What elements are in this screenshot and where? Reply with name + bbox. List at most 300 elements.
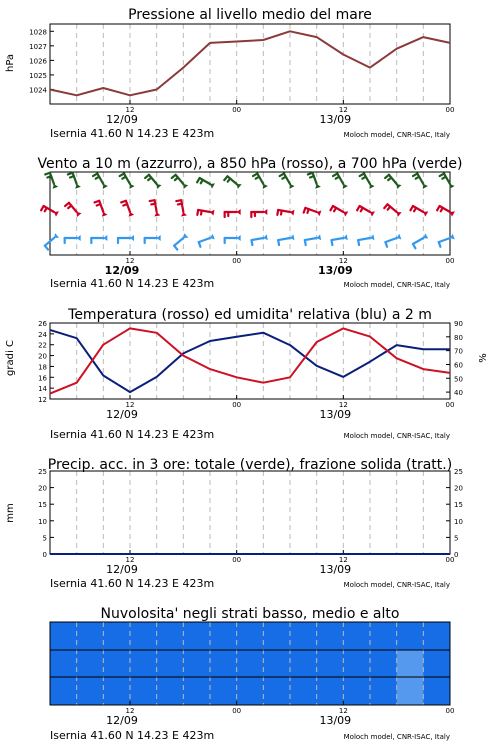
wind-barb-head: [130, 235, 134, 241]
x-tick-label: 00: [232, 556, 242, 564]
cloud-cell: [183, 677, 210, 705]
wind-barb: [121, 201, 134, 217]
wind-barb: [145, 175, 161, 189]
x-tick-label: 12: [338, 401, 348, 409]
wind-barb-feather: [145, 175, 149, 178]
wind-barb: [360, 174, 375, 189]
wind-barb-shaft: [278, 238, 290, 240]
wind-barb-feather: [174, 246, 177, 250]
cloud-cell: [77, 622, 104, 650]
y-tick-label: 25: [454, 468, 463, 476]
wind-barb-feather: [172, 175, 176, 178]
wind-barb-shaft: [364, 174, 370, 184]
wind-barb-feather: [151, 204, 155, 205]
footer-location: Isernia 41.60 N 14.23 E 423m: [50, 729, 215, 742]
y-tick-label: 22: [38, 341, 47, 350]
wind-barb: [385, 175, 401, 189]
y-tick-label: 20: [454, 484, 463, 493]
wind-barb: [45, 233, 59, 249]
y-tick-label: 16: [38, 374, 47, 383]
pressure-frame: [50, 24, 450, 104]
wind-barb-head: [290, 234, 294, 240]
rh-ylabel: %: [478, 353, 489, 363]
precip-footer: [50, 577, 450, 590]
wind-barb-feather: [308, 173, 313, 175]
cloud-cell: [370, 677, 397, 705]
x-tick-label: 12: [125, 401, 135, 409]
wind-barb-shaft: [284, 174, 290, 184]
wind-barb-feather: [197, 210, 198, 215]
wind-barb: [358, 234, 374, 245]
wind-barb-head: [263, 234, 267, 240]
cloud-cell: [290, 650, 317, 677]
wind-barb-head: [423, 233, 428, 238]
wind-barb-feather: [150, 200, 155, 201]
wind-barb: [176, 200, 187, 216]
wind-barb: [440, 174, 455, 189]
x-tick-label: 12: [338, 257, 348, 265]
cloud-cell: [397, 622, 424, 650]
y-tick-label: 90: [454, 320, 463, 328]
cloud-cell: [157, 650, 184, 677]
cloud-cell: [370, 622, 397, 650]
pressure-line: [50, 31, 450, 95]
wind-barb-shaft: [358, 238, 370, 240]
x-tick-label: 12: [125, 556, 135, 564]
wind-barb: [91, 235, 107, 243]
wind-barb-feather: [388, 178, 391, 181]
x-date-label: 13/09: [319, 113, 352, 126]
wind-barb: [95, 201, 108, 217]
wind-barb-feather: [440, 174, 444, 177]
x-tick-label: 12: [338, 707, 348, 715]
y-tick-label: 1027: [29, 42, 47, 51]
pressure-series: [50, 31, 450, 95]
y-tick-label: 15: [38, 501, 47, 510]
wind-barb-shaft: [278, 210, 290, 212]
y-tick-label: 50: [454, 375, 463, 384]
wind-barb-feather: [178, 204, 182, 205]
wind-barb-feather: [410, 206, 413, 210]
y-tick-label: 25: [38, 468, 47, 476]
wind-barb-head: [129, 184, 134, 189]
x-tick-label: 12: [338, 556, 348, 564]
cloud-cell: [343, 622, 370, 650]
wind-barb-feather: [280, 174, 284, 177]
wind-barb-feather: [330, 206, 333, 210]
precip-title: Precip. acc. in 3 ore: totale (verde), frazione solida (tratt.): [47, 457, 453, 473]
cloud-cell: [343, 677, 370, 705]
wind-barb-feather: [93, 174, 97, 177]
wind-barb: [308, 173, 321, 189]
cloud-cell: [237, 677, 264, 705]
wind-barb-feather: [336, 177, 339, 179]
wind-barb-feather: [357, 206, 360, 210]
y-tick-label: 1028: [29, 28, 47, 37]
cloud-cell: [290, 622, 317, 650]
wind-barb-head: [181, 212, 187, 216]
cloud-cell: [263, 677, 290, 705]
cloud-cell: [103, 622, 130, 650]
y-tick-label: 1026: [29, 57, 47, 66]
wind-barb-feather: [441, 208, 443, 211]
cloud-panel: [50, 606, 454, 742]
wind-barb-feather: [333, 174, 337, 177]
wind-barb-head: [210, 210, 214, 216]
wind-barb-shaft: [50, 173, 54, 184]
wind-barb-head: [263, 209, 267, 215]
wind-barb-feather: [201, 211, 202, 215]
wind-barb-feather: [307, 209, 308, 213]
x-date-label: 13/09: [319, 714, 352, 727]
wind-barb-feather: [304, 208, 306, 213]
temp-rh-title: Temperatura (rosso) ed umidita' relativa (blu) a 2 m: [68, 307, 432, 323]
wind-barb-head: [343, 211, 348, 216]
wind-barb: [413, 174, 428, 189]
wind-barb: [251, 209, 267, 217]
wind-barb-head: [317, 234, 321, 240]
cloud-cell: [317, 677, 344, 705]
x-tick-label: 00: [232, 707, 242, 715]
cloud-cell: [343, 650, 370, 677]
precip-frame: [50, 471, 450, 554]
y-tick-label: 0: [42, 551, 47, 559]
cloud-footer: [50, 729, 450, 742]
wind-barb-feather: [201, 180, 203, 183]
cloud-cell: [263, 622, 290, 650]
wind-barb-head: [423, 211, 428, 216]
footer-credit: Moloch model, CNR-ISAC, Italy: [343, 733, 450, 741]
wind-barb-shaft: [174, 238, 183, 246]
wind-barb: [65, 235, 81, 243]
wind-barb-shaft: [257, 174, 263, 184]
wind-barb: [225, 209, 241, 217]
wind-barb-feather: [334, 208, 336, 211]
x-tick-label: 00: [232, 401, 242, 409]
wind-barb: [197, 210, 214, 216]
wind-barb-head: [54, 233, 59, 238]
wind-barb: [120, 174, 135, 189]
wind-barb: [172, 175, 188, 189]
temp-rh-footer: [50, 428, 450, 441]
wind-barb-head: [397, 212, 402, 217]
x-tick-label: 00: [445, 556, 455, 564]
y-tick-label: 20: [38, 484, 47, 493]
temperature-line: [50, 328, 450, 393]
wind-barb-shaft: [337, 174, 343, 184]
wind-barb-feather: [413, 244, 416, 248]
cloud-cell: [50, 677, 77, 705]
y-tick-label: 1025: [29, 71, 47, 80]
wind-barb: [45, 173, 58, 189]
wind-barb-head: [423, 184, 428, 189]
cloud-cell: [157, 622, 184, 650]
wind-barbs: [41, 173, 455, 250]
wind-barb: [174, 233, 188, 249]
cloud-cell: [263, 650, 290, 677]
wind-barb-head: [343, 234, 347, 240]
temp-rh-series: [50, 328, 450, 393]
wind-barb-feather: [197, 178, 200, 182]
cloud-cell: [103, 650, 130, 677]
wind-barb-shaft: [97, 174, 103, 184]
wind-barb-feather: [439, 242, 441, 247]
wind-barb: [357, 206, 375, 217]
precip-y-ticks: [38, 468, 463, 559]
wind-barb-head: [237, 184, 242, 189]
y-tick-label: 1024: [29, 86, 47, 95]
wind-barb-head: [370, 234, 374, 240]
cloud-cell: [77, 677, 104, 705]
wind-barb-feather: [385, 175, 389, 178]
wind-barb: [333, 174, 348, 189]
wind-barb: [330, 206, 348, 217]
wind-barb: [118, 235, 134, 243]
x-date-label: 12/09: [106, 113, 138, 126]
wind-barb-head: [77, 235, 81, 241]
wind-barb-head: [290, 210, 294, 216]
wind-barb-feather: [310, 176, 314, 177]
wind-barb-feather: [416, 177, 419, 179]
cloud-cell: [317, 650, 344, 677]
wind-barb-feather: [253, 174, 257, 177]
y-tick-label: 80: [454, 333, 463, 342]
wind-barb-head: [397, 184, 402, 189]
wind-barb-head: [54, 211, 59, 216]
wind-barb-feather: [97, 204, 101, 205]
footer-location: Isernia 41.60 N 14.23 E 423m: [50, 127, 215, 140]
rh-y-ticks: [446, 320, 463, 397]
wind-barb-head: [154, 212, 160, 216]
x-tick-label: 00: [232, 106, 242, 114]
cloud-cell: [183, 650, 210, 677]
wind-barb-feather: [228, 179, 231, 182]
x-tick-label: 12: [125, 106, 135, 114]
cloud-cell: [423, 650, 450, 677]
wind-barb-feather: [277, 210, 278, 215]
wind-barb-head: [157, 235, 161, 241]
cloud-cell: [397, 650, 424, 677]
y-tick-label: 24: [38, 330, 47, 339]
wind-barb-shaft: [252, 238, 264, 240]
wind-barb-feather: [41, 206, 44, 210]
wind-barb-feather: [437, 206, 440, 210]
wind-barb-feather: [384, 204, 387, 208]
wind-barb: [413, 233, 428, 248]
cloud-cell: [130, 622, 157, 650]
cloud-cell: [423, 677, 450, 705]
wind-barb: [68, 173, 81, 189]
wind-barb-shaft: [444, 174, 450, 184]
x-date-label: 12/09: [106, 408, 138, 421]
wind-barb-shaft: [313, 173, 317, 184]
y-tick-label: 18: [38, 363, 47, 372]
footer-credit: Moloch model, CNR-ISAC, Italy: [343, 432, 450, 440]
wind-barb: [278, 234, 294, 245]
cloud-cell: [183, 622, 210, 650]
y-tick-label: 0: [454, 551, 459, 559]
wind-barb-head: [343, 184, 348, 189]
cloud-cell: [130, 650, 157, 677]
temp-rh-panel: [5, 307, 489, 441]
pressure-panel: [5, 7, 454, 140]
wind-barb-feather: [70, 176, 74, 177]
wind-barb: [252, 234, 268, 245]
wind-barb-head: [103, 184, 108, 189]
wind-barb-shaft: [124, 174, 130, 184]
y-tick-label: 12: [38, 396, 47, 404]
wind-barb-head: [449, 184, 454, 189]
wind-barb-feather: [252, 240, 253, 245]
x-date-label: 13/09: [319, 563, 352, 576]
wind-barb-feather: [332, 240, 333, 245]
wind-barb: [332, 234, 348, 245]
cloud-cell: [210, 650, 237, 677]
wind-barb: [199, 234, 215, 247]
wind-barb: [304, 208, 322, 216]
y-tick-label: 5: [42, 534, 47, 543]
wind-barb: [65, 203, 81, 217]
y-tick-label: 70: [454, 347, 463, 356]
wind-frame: [50, 172, 450, 255]
wind-barb: [277, 210, 294, 216]
precip-grid: [77, 471, 424, 554]
footer-credit: Moloch model, CNR-ISAC, Italy: [343, 131, 450, 139]
temp-ylabel: gradi C: [5, 340, 16, 376]
wind-barb: [225, 235, 241, 243]
x-tick-label: 00: [445, 707, 455, 715]
wind-barb: [145, 235, 161, 243]
pressure-title: Pressione al livello medio del mare: [128, 7, 372, 23]
wind-barb-shaft: [385, 238, 396, 242]
wind-barb: [305, 234, 321, 245]
x-date-label: 13/09: [319, 408, 352, 421]
wind-barb-feather: [385, 242, 387, 247]
footer-credit: Moloch model, CNR-ISAC, Italy: [343, 281, 450, 289]
x-tick-label: 00: [445, 401, 455, 409]
wind-barb-head: [450, 211, 455, 216]
wind-barb-feather: [442, 177, 445, 179]
wind-barb-feather: [45, 246, 48, 250]
wind-barb-feather: [282, 177, 285, 179]
wind-barb-feather: [358, 240, 359, 245]
cloud-cell: [50, 622, 77, 650]
cloud-cell: [290, 677, 317, 705]
wind-barb: [410, 206, 428, 217]
wind-barb-feather: [96, 177, 99, 179]
wind-barb-head: [263, 184, 268, 189]
wind-barb-feather: [122, 177, 125, 179]
wind-footer: [50, 277, 450, 290]
cloud-cell: [77, 650, 104, 677]
y-tick-label: 14: [38, 385, 47, 394]
cloud-cell: [130, 677, 157, 705]
wind-barb-head: [237, 209, 241, 215]
cloud-cell: [370, 650, 397, 677]
cloud-cells: [50, 622, 451, 705]
x-tick-label: 12: [338, 106, 348, 114]
pressure-grid: [77, 24, 424, 104]
footer-credit: Moloch model, CNR-ISAC, Italy: [343, 581, 450, 589]
wind-barb-feather: [65, 203, 69, 206]
cloud-cell: [317, 622, 344, 650]
cloud-cell: [157, 677, 184, 705]
wind-barb-shaft: [198, 210, 210, 212]
wind-barb-feather: [148, 178, 151, 181]
wind-panel: [37, 156, 462, 290]
wind-barb-head: [103, 235, 107, 241]
wind-barb-head: [237, 235, 241, 241]
wind-barb: [439, 234, 455, 247]
wind-barb-feather: [176, 200, 181, 201]
y-tick-label: 5: [454, 534, 459, 543]
wind-barb-shaft: [332, 238, 344, 240]
wind-barb-feather: [45, 208, 47, 211]
y-tick-label: 26: [38, 320, 47, 328]
cloud-cell: [397, 677, 424, 705]
wind-barb-feather: [95, 201, 100, 203]
x-tick-label: 00: [232, 257, 242, 265]
wind-barb: [280, 174, 295, 189]
wind-barb: [385, 234, 401, 247]
wind-barb-feather: [199, 242, 201, 247]
wind-barb-shaft: [439, 238, 450, 242]
footer-location: Isernia 41.60 N 14.23 E 423m: [50, 577, 215, 590]
x-date-label: 12/09: [106, 563, 138, 576]
y-tick-label: 10: [454, 517, 463, 526]
footer-location: Isernia 41.60 N 14.23 E 423m: [50, 428, 215, 441]
x-date-label: 12/09: [104, 264, 140, 277]
pressure-footer: [50, 127, 450, 140]
pressure-ylabel: hPa: [5, 53, 16, 73]
wind-barb-head: [157, 184, 162, 189]
wind-barb-feather: [47, 176, 51, 177]
wind-barb-feather: [45, 173, 50, 175]
x-tick-label: 00: [445, 257, 455, 265]
wind-barb-head: [289, 184, 294, 189]
wind-barb: [197, 178, 215, 189]
x-date-label: 12/09: [106, 714, 138, 727]
footer-location: Isernia 41.60 N 14.23 E 423m: [50, 277, 215, 290]
wind-barb: [437, 206, 455, 217]
wind-barb-feather: [68, 206, 71, 209]
wind-barb-head: [210, 183, 215, 188]
wind-barb-feather: [224, 176, 227, 180]
temp-y-ticks: [38, 320, 54, 404]
cloud-cell: [210, 622, 237, 650]
precip-panel: [5, 457, 463, 590]
wind-barb: [253, 174, 268, 189]
wind-barb-head: [370, 211, 375, 216]
wind-barb-feather: [68, 173, 73, 175]
cloud-cell: [237, 650, 264, 677]
x-tick-label: 12: [125, 257, 135, 265]
wind-barb-shaft: [199, 238, 210, 242]
cloud-cell: [210, 677, 237, 705]
wind-barb-feather: [388, 207, 391, 210]
wind-barb-shaft: [45, 238, 54, 246]
x-tick-label: 00: [445, 106, 455, 114]
y-tick-label: 15: [454, 501, 463, 510]
wind-barb-shaft: [305, 238, 317, 240]
wind-barb-head: [183, 184, 188, 189]
cloud-cell: [237, 622, 264, 650]
y-tick-label: 10: [38, 517, 47, 526]
cloud-cell: [50, 650, 77, 677]
wind-barb-feather: [414, 208, 416, 211]
wind-barb-feather: [121, 201, 126, 203]
wind-barb-feather: [278, 240, 279, 245]
